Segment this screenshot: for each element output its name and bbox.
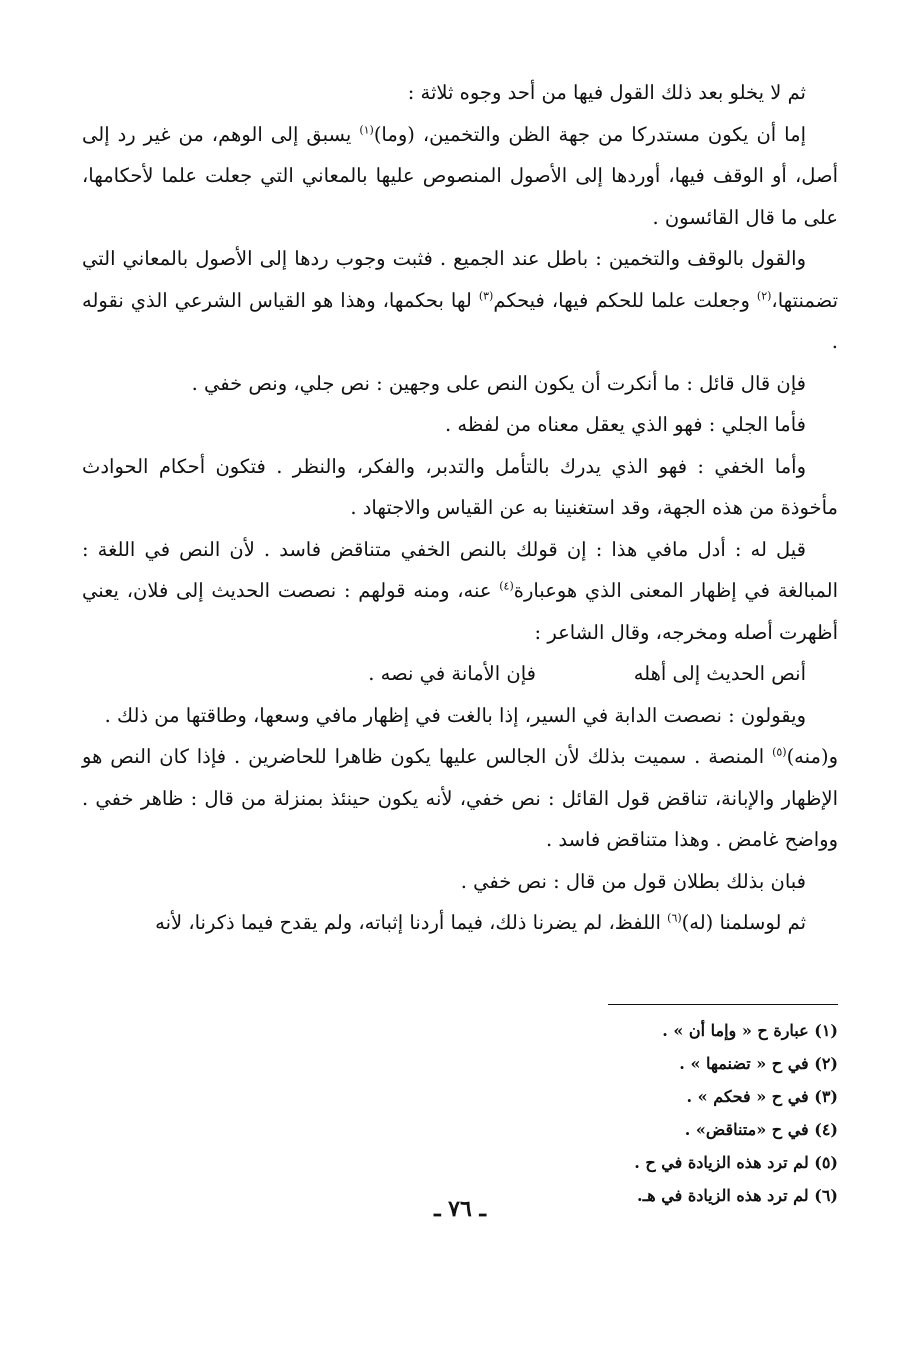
book-page [82,72,838,1342]
poetry-verse [82,653,838,695]
verse-first-hemistich: أنص الحديث إلى أهله [633,662,806,685]
paragraph-6 [82,446,838,529]
text-run: ثم لا يخلو بعد ذلك القول فيها من أحد وجوه ثلاثة : [407,81,806,104]
text-run: قيل له : أدل مافي هذا : إن قولك بالنص الخفي متناقض فاسد . لأن النص في اللغة : المبالغة في إظهار المعنى الذي هوعبارة [82,537,838,602]
text-run: إما أن يكون مستدركا من جهة الظن والتخمين، (وما) [373,122,806,146]
footnotes [82,1014,838,1212]
text-run: ويقولون : نصصت الدابة في السير، إذا بالغت في إظهار مافي وسعها، وطاقتها من ذلك . [104,703,806,727]
paragraph-10 [82,861,838,903]
text-run: و(منه) [786,745,838,768]
paragraph-7 [82,529,838,654]
footnote-5: (٥) لم ترد هذه الزيادة في ح . [634,1153,838,1172]
footnote-4: (٤) في ح «متناقض» . [684,1120,838,1139]
text-run: يسبق إلى الوهم، من غير رد إلى أصل، أو الوقف فيها، أوردها إلى الأصول المنصوص عليها بالمعاني التي جعلت علما لأحكامها، على ما قال القائسون . [82,122,838,229]
paragraph-8 [82,695,838,737]
text-run: فإن قال قائل : ما أنكرت أن يكون النص على وجهين : نص جلي، ونص خفي . [191,371,806,395]
paragraph-5 [82,404,838,446]
footnote-separator [608,1004,838,1005]
text-run: وجعلت علما للحكم فيها، فيحكم [493,288,757,312]
footnote-ref-2[interactable]: (٢) [756,289,772,302]
text-run: لها بحكمها، وهذا هو القياس الشرعي الذي نقوله . [82,288,838,353]
footnote-2: (٢) في ح « تضنمها » . [679,1054,838,1073]
page-number: ـ ٧٦ ـ [434,1196,486,1222]
verse-second-hemistich: فإن الأمانة في نصه . [368,662,536,685]
footnote-ref-3[interactable]: (٣) [478,289,494,302]
text-run: فبان بذلك بطلان قول من قال : نص خفي . [460,869,806,893]
main-text [82,72,838,944]
paragraph-1 [82,72,838,114]
footnote-ref-6[interactable]: (٦) [667,911,682,925]
text-run: المنصة . سميت بذلك لأن الجالس عليها يكون ظاهرا للحاضرين . فإذا كان النص هو الإظهار والإبانة، تناقض قول القائل : نص خفي، لأنه يكون حينئذ بمنزلة من قال : ظاهر خفي . وواضح غامض . وهذا متناقض فاسد . [82,745,838,851]
text-run: عنه، ومنه قولهم : نصصت الحديث إلى فلان، يعني أظهرت أصله ومخرجه، وقال الشاعر : [82,579,838,644]
footnote-1: (١) عبارة ح « وإما أن » . [662,1021,838,1040]
text-run: وأما الخفي : فهو الذي يدرك بالتأمل والتدبر، والفكر، والنظر . فتكون أحكام الحوادث مأخوذة من هذه الجهة، وقد استغنينا به عن القياس والاجتهاد . [82,454,838,519]
paragraph-9 [82,736,838,861]
footnote-6: (٦) لم ترد هذه الزيادة في هـ. [637,1186,838,1205]
paragraph-2 [82,114,838,239]
footnote-3: (٣) في ح « فحكم » . [686,1087,838,1106]
text-run: ثم لوسلمنا (له) [681,911,806,934]
footnote-ref-1[interactable]: (١) [359,123,374,136]
paragraph-4 [82,363,838,405]
text-run: فأما الجلي : فهو الذي يعقل معناه من لفظه . [444,413,806,436]
paragraph-3 [82,238,838,363]
paragraph-11 [82,902,838,944]
text-run: اللفظ، لم يضرنا ذلك، فيما أردنا إثباته، ولم يقدح فيما ذكرنا، لأنه [155,911,668,934]
footnote-ref-5[interactable]: (٥) [772,745,787,759]
text-run: والقول بالوقف والتخمين : باطل عند الجميع . فثبت وجوب ردها إلى الأصول بالمعاني التي تضمنتها، [82,247,839,312]
footnote-ref-4[interactable]: (٤) [499,579,514,593]
